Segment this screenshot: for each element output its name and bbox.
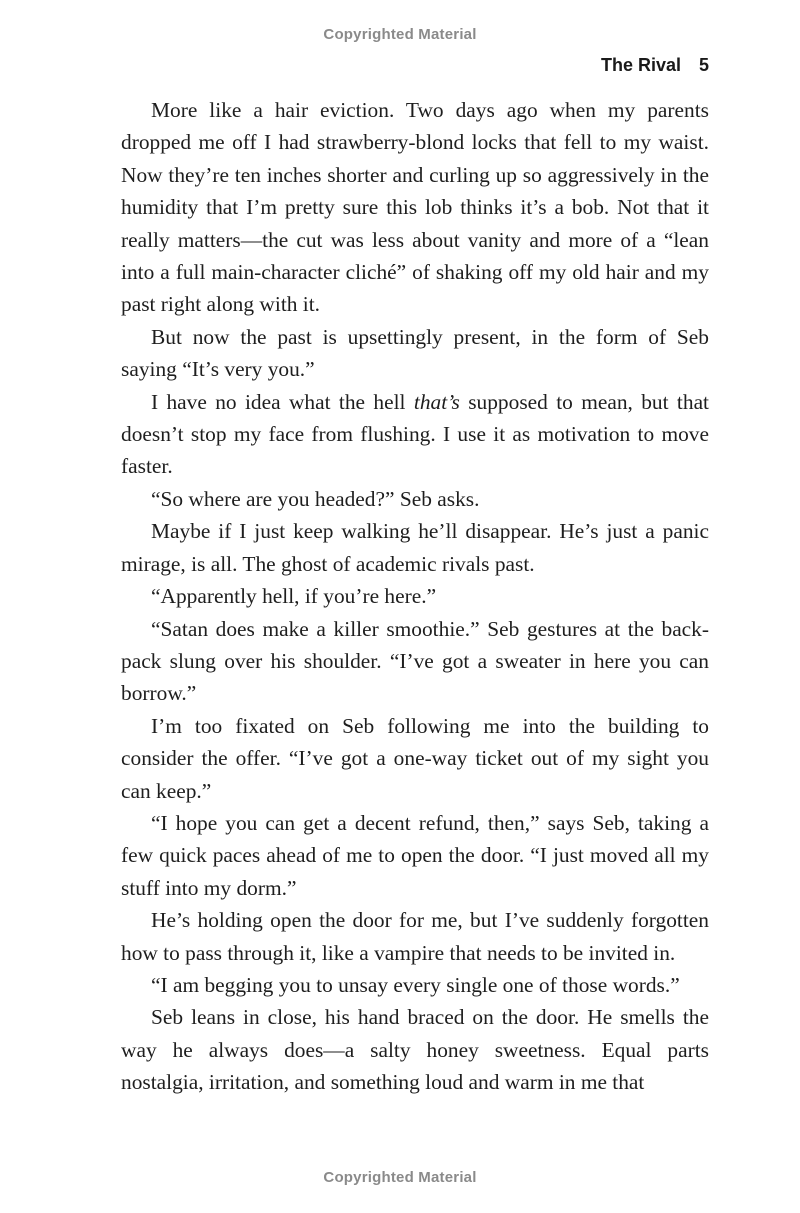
italic-word: that’s xyxy=(413,389,460,414)
body-text xyxy=(121,94,709,1099)
paragraph-text: I have no idea what the hell xyxy=(151,389,414,414)
paragraph: “I hope you can get a decent refund, then,” says Seb, taking a few quick paces ahead of me to open the door. “I just moved all my stuff into my dorm.” xyxy=(121,810,709,900)
paragraph: I’m too fixated on Seb following me into the building to consider the offer. “I’ve got a one-way ticket out of my sight you can keep.” xyxy=(121,713,709,803)
copyright-watermark-bottom: Copyrighted Material xyxy=(323,1169,477,1186)
paragraph: He’s holding open the door for me, but I’ve suddenly forgotten how to pass through it, like a vampire that needs to be invited in. xyxy=(121,908,709,965)
paragraph xyxy=(121,386,709,483)
running-head xyxy=(601,55,709,76)
paragraph: “Apparently hell, if you’re here.” xyxy=(151,584,437,609)
paragraph: But now the past is upsettingly present, in the form of Seb saying “It’s very you.” xyxy=(121,324,709,382)
paragraph: Maybe if I just keep walking he’ll disappear. He’s just a panic mirage, is all. The ghost of academic rivals past. xyxy=(121,519,709,576)
paragraph: “I am begging you to unsay every single one of those words.” xyxy=(151,972,680,997)
paragraph: Seb leans in close, his hand braced on the door. He smells the way he always does—a salty honey sweetness. Equal parts nostalgia, irritation, and something loud and warm in me that xyxy=(121,1005,709,1095)
page-number: 5 xyxy=(698,55,709,75)
book-title: The Rival xyxy=(600,55,681,75)
paragraph: “Satan does make a killer smoothie.” Seb gestures at the backpack slung over his shoulder. “I’ve got a sweater in here you can borrow.” xyxy=(121,616,709,706)
paragraph: “So where are you headed?” Seb asks. xyxy=(151,486,480,511)
paragraph: More like a hair eviction. Two days ago when my parents dropped me off I had strawberry-blond locks that fell to my waist. Now they’re ten inches shorter and curling up so aggressively in the humidity that I’m pretty sure this lob thinks it’s a bob. Not that it really matters—the cut was less about vanity and more of a “lean into a full main-character cliché” of shaking off my old hair and my past right along with it. xyxy=(121,98,709,317)
copyright-watermark-top: Copyrighted Material xyxy=(323,26,477,43)
paragraph-text: supposed to mean, but that doesn’t stop my face from flushing. I use it as motivation to move faster. xyxy=(121,389,710,479)
